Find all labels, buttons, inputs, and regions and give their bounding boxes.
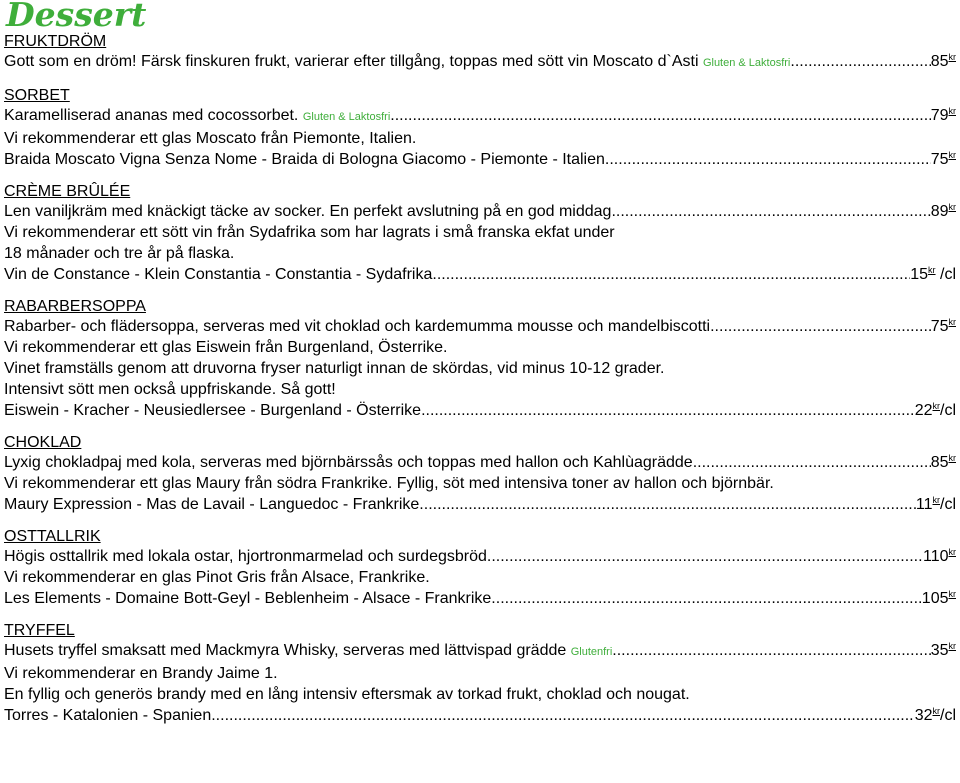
wine-price: $11^{kr}/cl$ bbox=[915, 495, 956, 513]
menu-item-line bbox=[4, 546, 956, 567]
recommendation-text: Vi rekommenderar ett glas Eiswein från Burgenland, Österrike. bbox=[4, 339, 448, 356]
item-description: Gott som en dröm! Färsk finskuren frukt, varierar efter tillgång, toppas med sött vin Moscato d`Asti bbox=[4, 53, 703, 70]
wine-name: Eiswein - Kracher - Neusiedlersee - Burgenland - Österrike bbox=[4, 402, 422, 419]
section-heading: OSTTALLRIK bbox=[4, 528, 101, 545]
currency-unit: kr bbox=[948, 52, 956, 62]
recommendation-text: Vi rekommenderar ett glas Maury från södra Frankrike. Fyllig, söt med intensiva toner av hallon och björnbär. bbox=[4, 475, 774, 492]
item-price: $85^{kr}$ bbox=[930, 52, 956, 70]
item-price: $85^{kr}$ bbox=[930, 453, 956, 471]
section-fruktdrom bbox=[4, 32, 960, 74]
currency-unit: kr bbox=[948, 317, 956, 327]
item-price: $35^{kr}$ bbox=[930, 641, 956, 659]
item-price: $89^{kr}$ bbox=[930, 202, 956, 220]
diet-tag: Glutenfri bbox=[570, 646, 613, 658]
wine-line bbox=[4, 588, 956, 609]
wine-line bbox=[4, 705, 956, 726]
wine-name: Vin de Constance - Klein Constantia - Constantia - Sydafrika bbox=[4, 266, 433, 283]
menu-item-line bbox=[4, 316, 956, 337]
wine-name: Maury Expression - Mas de Lavail - Languedoc - Frankrike bbox=[4, 496, 420, 513]
section-choklad bbox=[4, 433, 960, 515]
dot-leader bbox=[487, 546, 923, 567]
section-heading: SORBET bbox=[4, 87, 70, 104]
item-description: Rabarber- och flädersoppa, serveras med vit choklad och kardemumma mousse och mandelbiscotti bbox=[4, 318, 711, 335]
dot-leader bbox=[611, 201, 930, 222]
wine-line bbox=[4, 494, 956, 515]
item-description: Len vaniljkräm med knäckigt täcke av socker. En perfekt avslutning på en god middag bbox=[4, 203, 612, 220]
wine-name: Braida Moscato Vigna Senza Nome - Braida di Bologna Giacomo - Piemonte - Italien bbox=[4, 151, 605, 168]
recommendation-text: Vi rekommenderar en Brandy Jaime 1. bbox=[4, 665, 278, 682]
section-heading: FRUKTDRÖM bbox=[4, 33, 107, 50]
currency-unit: kr bbox=[932, 495, 940, 505]
section-tryffel bbox=[4, 621, 960, 726]
item-description: Högis osttallrik med lokala ostar, hjortronmarmelad och surdegsbröd bbox=[4, 548, 487, 565]
item-price: $79^{kr}$ bbox=[930, 106, 956, 124]
recommendation-text: Vi rekommenderar ett glas Moscato från Piemonte, Italien. bbox=[4, 130, 417, 147]
wine-price: $105^{kr}$ bbox=[921, 589, 956, 607]
recommendation-text: En fyllig och generös brandy med en lång intensiv eftersmak av torkad frukt, choklad och nougat. bbox=[4, 686, 690, 703]
diet-tag: Gluten & Laktosfri bbox=[702, 57, 791, 69]
section-heading: CRÈME BRÛLÉE bbox=[4, 183, 131, 200]
currency-unit: kr bbox=[948, 202, 956, 212]
item-description: Husets tryffel smaksatt med Mackmyra Whisky, serveras med lättvispad grädde bbox=[4, 642, 571, 659]
wine-price: $32^{kr}/cl$ bbox=[914, 706, 956, 724]
menu-item-line bbox=[4, 105, 956, 128]
menu-item-line bbox=[4, 51, 956, 74]
recommendation-text: Vi rekommenderar ett sött vin från Sydafrika som har lagrats i små franska ekfat under bbox=[4, 224, 615, 241]
section-sorbet bbox=[4, 86, 960, 170]
wine-line bbox=[4, 400, 956, 421]
item-description: Lyxig chokladpaj med kola, serveras med björnbärssås och toppas med hallon och Kahlùagrädde bbox=[4, 454, 693, 471]
dot-leader bbox=[211, 705, 914, 726]
recommendation-text: Vi rekommenderar en glas Pinot Gris från Alsace, Frankrike. bbox=[4, 569, 430, 586]
wine-price: $22^{kr}/cl$ bbox=[914, 401, 956, 419]
diet-tag: Gluten & Laktosfri bbox=[302, 111, 391, 123]
page-title: Dessert bbox=[6, 0, 147, 32]
dot-leader bbox=[491, 588, 922, 609]
section-heading: TRYFFEL bbox=[4, 622, 75, 639]
dot-leader bbox=[432, 264, 910, 285]
currency-unit: kr bbox=[948, 453, 956, 463]
recommendation-text: Intensivt sött men också uppfriskande. Så gott! bbox=[4, 381, 336, 398]
menu-item-line bbox=[4, 201, 956, 222]
dot-leader bbox=[612, 640, 930, 663]
section-heading: RABARBERSOPPA bbox=[4, 298, 146, 315]
dot-leader bbox=[693, 452, 931, 473]
wine-price: $15^{kr}$ /cl bbox=[910, 265, 956, 283]
item-description: Karamelliserad ananas med cocossorbet. bbox=[4, 107, 303, 124]
dot-leader bbox=[421, 400, 915, 421]
currency-unit: kr bbox=[948, 547, 956, 557]
wine-line bbox=[4, 149, 956, 170]
wine-name: Les Elements - Domaine Bott-Geyl - Beblenheim - Alsace - Frankrike bbox=[4, 590, 492, 607]
menu-item-line bbox=[4, 640, 956, 663]
section-heading: CHOKLAD bbox=[4, 434, 82, 451]
wine-price: $75^{kr}$ bbox=[930, 150, 956, 168]
currency-unit: kr bbox=[932, 706, 940, 716]
wine-name: Torres - Katalonien - Spanien bbox=[4, 707, 212, 724]
wine-line bbox=[4, 264, 956, 285]
item-price: $75^{kr}$ bbox=[930, 317, 956, 335]
dot-leader bbox=[710, 316, 931, 337]
dot-leader bbox=[605, 149, 931, 170]
currency-unit: kr bbox=[948, 106, 956, 116]
dot-leader bbox=[390, 105, 930, 128]
section-creme-brulee bbox=[4, 182, 960, 285]
menu-item-line bbox=[4, 452, 956, 473]
currency-unit: kr bbox=[948, 589, 956, 599]
dot-leader bbox=[419, 494, 916, 515]
currency-unit: kr bbox=[948, 150, 956, 160]
currency-unit: kr bbox=[932, 401, 940, 411]
recommendation-text: Vinet framställs genom att druvorna fryser naturligt innan de skördas, vid minus 10-12 grader. bbox=[4, 360, 665, 377]
currency-unit: kr bbox=[928, 265, 936, 275]
section-rabarbersoppa bbox=[4, 297, 960, 421]
recommendation-text: 18 månader och tre år på flaska. bbox=[4, 245, 235, 262]
currency-unit: kr bbox=[948, 641, 956, 651]
section-osttallrik bbox=[4, 527, 960, 609]
item-price: $110^{kr}$ bbox=[922, 547, 956, 565]
dot-leader bbox=[790, 51, 930, 74]
